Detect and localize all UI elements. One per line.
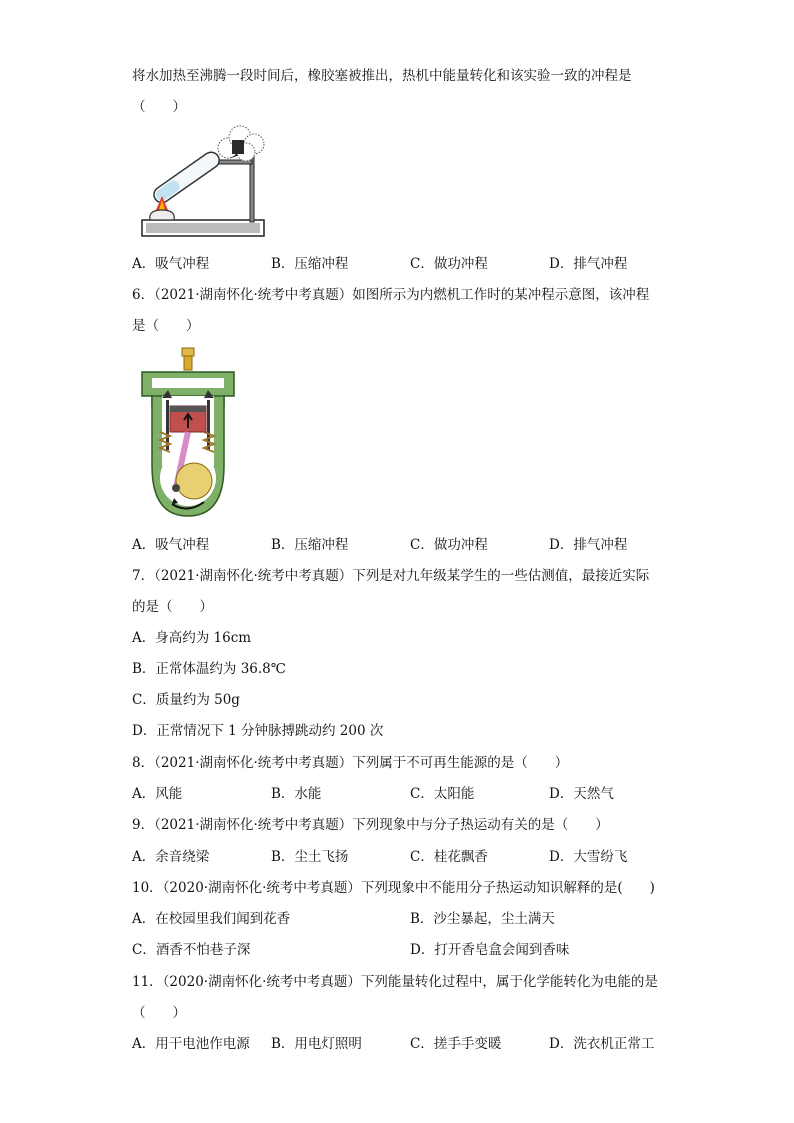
q7-option-d: D．正常情况下 1 分钟脉搏跳动约 200 次 [132, 723, 384, 739]
q5-option-d: D．排气冲程 [549, 256, 628, 272]
q6-stem-cont: 是（ ） [132, 318, 200, 334]
q6-option-b: B．压缩冲程 [271, 537, 349, 553]
q11-answer-parens: （ ） [132, 1005, 186, 1021]
q5-option-a: A．吸气冲程 [132, 256, 210, 272]
q11-stem: 11．（2020·湖南怀化·统考中考真题）下列能量转化过程中，属于化学能转化为电能的是 [132, 974, 658, 990]
q9-option-d: D．大雪纷飞 [549, 849, 628, 865]
q10-option-a: A．在校园里我们闻到花香 [132, 911, 291, 927]
q9-option-a: A．余音绕梁 [132, 849, 210, 865]
q6-option-a: A．吸气冲程 [132, 537, 210, 553]
q9-option-b: B．尘土飞扬 [271, 849, 349, 865]
q7-stem-cont: 的是（ ） [132, 599, 213, 615]
q8-option-c: C．太阳能 [410, 786, 475, 802]
q9-stem: 9．（2021·湖南怀化·统考中考真题）下列现象中与分子热运动有关的是（ ） [132, 817, 609, 833]
q6-stem: 6．（2021·湖南怀化·统考中考真题）如图所示为内燃机工作时的某冲程示意图，该冲程 [132, 287, 650, 303]
q11-option-b: B．用电灯照明 [271, 1036, 362, 1052]
q6-option-c: C．做功冲程 [410, 537, 488, 553]
engine-stroke-figure [138, 346, 238, 521]
q5-stem: 将水加热至沸腾一段时间后，橡胶塞被推出，热机中能量转化和该实验一致的冲程是 [132, 68, 632, 84]
q7-option-a: A．身高约为 16cm [132, 630, 252, 646]
q5-option-b: B．压缩冲程 [271, 256, 349, 272]
q8-option-d: D．天然气 [549, 786, 614, 802]
q8-option-a: A．风能 [132, 786, 183, 802]
q9-option-c: C．桂花飘香 [410, 849, 488, 865]
q10-option-d: D．打开香皂盒会闻到香味 [410, 942, 570, 958]
rubber-stopper [232, 140, 244, 154]
q7-stem: 7．（2021·湖南怀化·统考中考真题）下列是对九年级某学生的一些估测值，最接近实际 [132, 568, 650, 584]
q8-stem: 8．（2021·湖南怀化·统考中考真题）下列属于不可再生能源的是（ ） [132, 755, 569, 771]
q11-option-c: C．搓手手变暖 [410, 1036, 502, 1052]
q5-answer-parens: （ ） [132, 99, 186, 115]
q10-stem: 10．（2020·湖南怀化·统考中考真题）下列现象中不能用分子热运动知识解释的是( ) [132, 880, 655, 896]
q7-option-b: B．正常体温约为 36.8℃ [132, 661, 286, 677]
q11-option-a: A．用干电池作电源 [132, 1036, 250, 1052]
q7-option-c: C．质量约为 50g [132, 692, 240, 708]
q10-option-c: C．酒香不怕巷子深 [132, 942, 251, 958]
q6-option-d: D．排气冲程 [549, 537, 628, 553]
q11-option-d: D．洗衣机正常工 [549, 1036, 655, 1052]
test-tube-heating-figure [140, 122, 270, 242]
q8-option-b: B．水能 [271, 786, 322, 802]
q10-option-b: B．沙尘暴起，尘土满天 [410, 911, 555, 927]
q5-option-c: C．做功冲程 [410, 256, 488, 272]
